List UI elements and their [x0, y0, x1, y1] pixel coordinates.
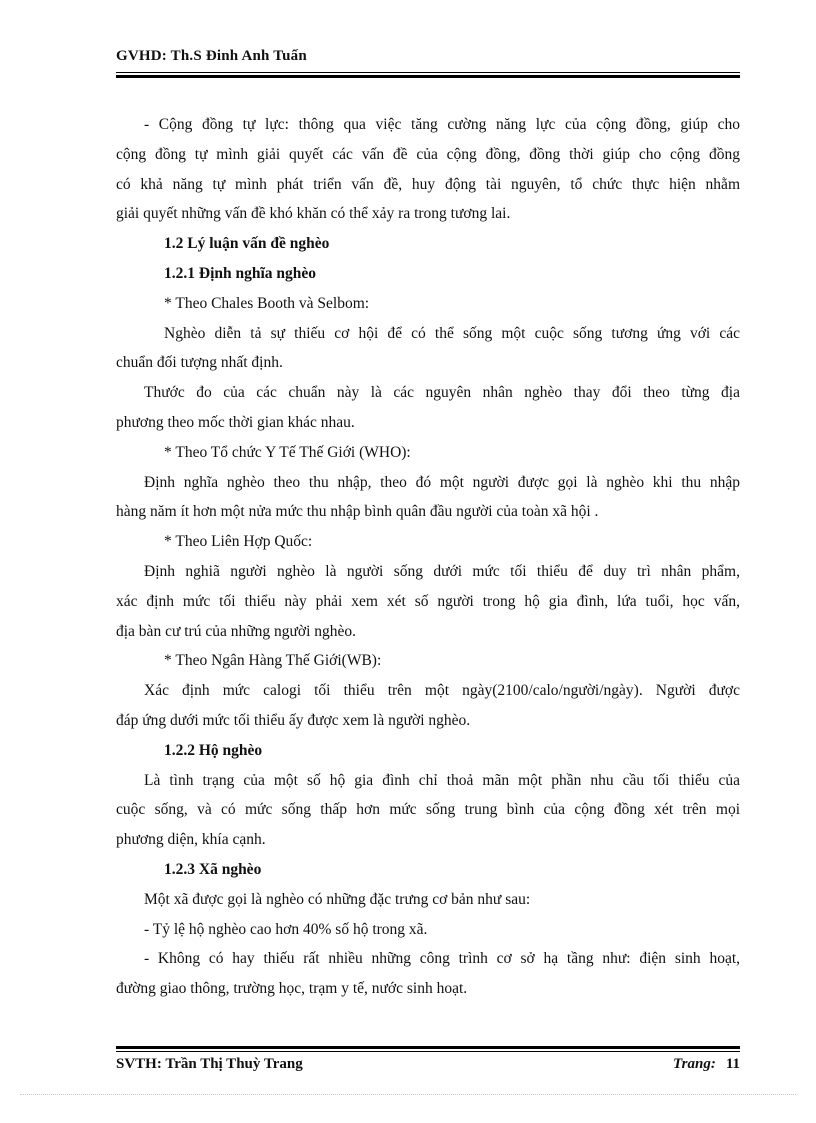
- body-line: cộng đồng tự mình giải quyết các vấn đề của cộng đồng, đồng thời giúp cho cộng đồng: [116, 145, 740, 163]
- body-line: đáp ứng dưới mức tối thiểu ấy được xem là người nghèo.: [116, 711, 471, 729]
- body-line: địa bàn cư trú của những người nghèo.: [116, 622, 357, 640]
- body-line: chuẩn đối tượng nhất định.: [116, 354, 283, 372]
- body-line: Xác định mức calogi tối thiểu trên một ngày(2100/calo/người/ngày). Người được: [144, 682, 740, 700]
- section-heading: 1.2.1 Định nghĩa nghèo: [164, 264, 317, 282]
- body-line: xác định mức tối thiểu này phải xem xét số người trong hộ gia đình, lứa tuổi, học vấn,: [116, 592, 740, 610]
- body-line: * Theo Liên Hợp Quốc:: [164, 533, 313, 551]
- body-line: giải quyết những vấn đề khó khăn có thể xảy ra trong tương lai.: [116, 205, 511, 223]
- body-line: Định nghĩa nghèo theo thu nhập, theo đó một người được gọi là nghèo khi thu nhập: [144, 473, 740, 491]
- page-label: Trang:: [673, 1056, 716, 1072]
- body-line: đường giao thông, trường học, trạm y tế, nước sinh hoạt.: [116, 980, 468, 998]
- body-line: Thước đo của các chuẩn này là các nguyên nhân nghèo thay đổi theo từng địa: [144, 384, 740, 402]
- body-line: phương theo mốc thời gian khác nhau.: [116, 413, 355, 431]
- body-line: Một xã được gọi là nghèo có những đặc trưng cơ bản như sau:: [144, 890, 531, 908]
- page-number: 11: [725, 1056, 740, 1072]
- body-line: phương diện, khía cạnh.: [116, 831, 266, 849]
- body-line: Là tình trạng của một số hộ gia đình chỉ thoả mãn một phần nhu cầu tối thiểu của: [144, 771, 740, 789]
- list-item: - Tỷ lệ hộ nghèo cao hơn 40% số hộ trong xã.: [144, 920, 428, 938]
- body-line: có khả năng tự mình phát triển vấn đề, huy động tài nguyên, tổ chức thực hiện nhằm: [116, 175, 740, 193]
- body-line: - Cộng đồng tự lực: thông qua việc tăng cường năng lực của cộng đồng, giúp cho: [144, 116, 740, 133]
- section-heading: 1.2.2 Hộ nghèo: [164, 741, 263, 759]
- body-line: Nghèo diễn tả sự thiếu cơ hội để có thể sống một cuộc sống tương ứng với các: [164, 324, 740, 342]
- section-heading: 1.2 Lý luận vấn đề nghèo: [164, 235, 330, 253]
- footer-rule-thin: [116, 1051, 740, 1052]
- body-line: * Theo Ngân Hàng Thế Giới(WB):: [164, 652, 382, 670]
- document-body: [116, 110, 740, 1004]
- page-footer: [116, 1056, 740, 1073]
- body-line: hàng năm ít hơn một nửa mức thu nhập bình quân đầu người của toàn xã hội .: [116, 503, 599, 521]
- footer-rule-thick: [116, 1046, 740, 1049]
- page-header: GVHD: Th.S Đinh Anh Tuấn: [116, 48, 307, 64]
- list-item: - Không có hay thiếu rất nhiều những công trình cơ sở hạ tầng như: điện sinh hoạt,: [144, 950, 740, 968]
- body-line: Định nghiã người nghèo là người sống dưới mức tối thiểu để duy trì nhân phẩm,: [144, 562, 740, 580]
- section-heading: 1.2.3 Xã nghèo: [164, 860, 262, 878]
- footer-author: SVTH: Trần Thị Thuỳ Trang: [116, 1056, 303, 1072]
- header-rule-thin: [116, 72, 740, 73]
- page-bottom-divider: [20, 1094, 796, 1095]
- body-line: * Theo Chales Booth và Selbom:: [164, 294, 370, 312]
- header-rule-thick: [116, 75, 740, 78]
- body-line: * Theo Tổ chức Y Tế Thế Giới (WHO):: [164, 443, 411, 461]
- page-number-block: [673, 1056, 740, 1073]
- body-line: cuộc sống, và có mức sống thấp hơn mức sống trung bình của cộng đồng xét trên mọi: [116, 801, 740, 819]
